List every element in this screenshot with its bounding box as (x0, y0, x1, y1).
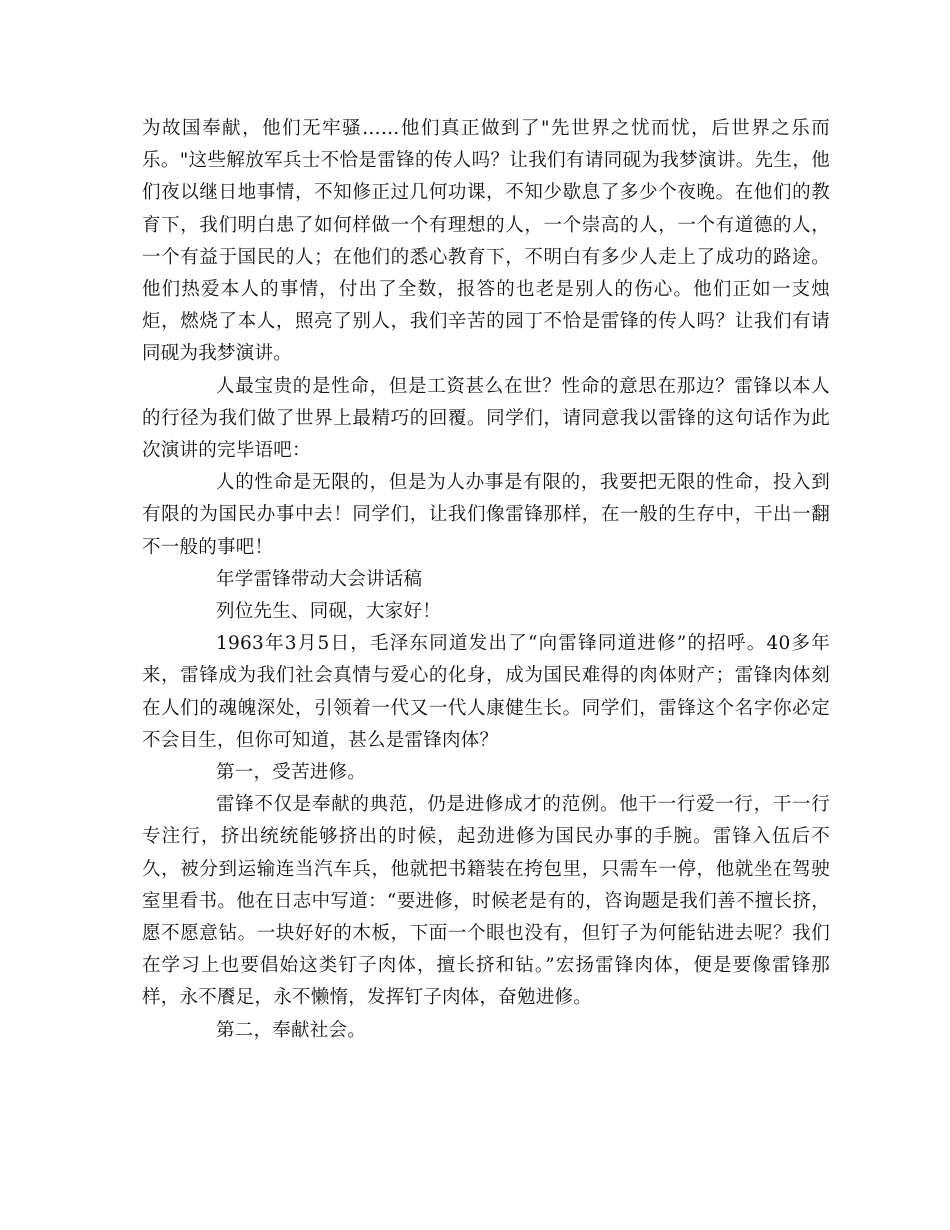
paragraph-closing-quote: 人的性命是无限的，但是为人办事是有限的，我要把无限的性命，投入到有限的为国民办事中去！同学们，让我们像雷锋那样，在一般的生存中，干出一翻不一般的事吧！ (142, 472, 830, 558)
paragraph-continuation: 为故国奉献，他们无牢骚……他们真正做到了"先世界之忧而忧，后世界之乐而乐。"这些解放军兵士不恰是雷锋的传人吗？让我们有请同砚为我梦演讲。先生，他们夜以继日地事情，不知修正过几何功课，不知少歇息了多少个夜晚。在他们的教育下，我们明白患了如何样做一个有理想的人，一个崇高的人，一个有道德的人，一个有益于国民的人；在他们的悉心教育下，不明白有多少人走上了成功的路途。他们热爱本人的事情，付出了全数，报答的也老是别人的伤心。他们正如一支烛炬，燃烧了本人，照亮了别人，我们辛苦的园丁不恰是雷锋的传人吗？让我们有请同砚为我梦演讲。 (142, 118, 830, 365)
paragraph-history: 1963年3月5日，毛泽东同道发出了“向雷锋同道进修”的招呼。40多年来，雷锋成为我们社会真情与爱心的化身，成为国民难得的肉体财产；雷锋肉体刻在人们的魂魄深处，引领着一代又一代人康健生长。同学们，雷锋这个名字你必定不会目生，但你可知道，甚么是雷锋肉体？ (142, 633, 830, 751)
section-heading-second: 第二，奉献社会。 (216, 1019, 367, 1041)
paragraph-value-of-life: 人最宝贵的是性命，但是工资甚么在世？性命的意思在那边？雷锋以本人的行径为我们做了世界上最精巧的回覆。同学们，请同意我以雷锋的这句话作为此次演讲的完毕语吧： (142, 375, 830, 462)
speech-greeting: 列位先生、同砚，大家好！ (216, 601, 442, 623)
document-body (142, 113, 830, 1047)
section-heading-first: 第一，受苦进修。 (216, 762, 367, 784)
speech-title: 年学雷锋带动大会讲话稿 (216, 568, 423, 590)
paragraph-study: 雷锋不仅是奉献的典范，仍是进修成才的范例。他干一行爱一行，干一行专注行，挤出统统能够挤出的时候，起劲进修为国民办事的手腕。雷锋入伍后不久，被分到运输连当汽车兵，他就把书籍装在挎包里，只需车一停，他就坐在驾驶室里看书。他在日志中写道：“要进修，时候老是有的，咨询题是我们善不擅长挤，愿不愿意钻。一块好好的木板，下面一个眼也没有，但钉子为何能钻进去呢？我们在学习上也要倡始这类钉子肉体，擅长挤和钻。”宏扬雷锋肉体，便是要像雷锋那样，永不餍足，永不懒惰，发挥钉子肉体，奋勉进修。 (142, 794, 830, 1009)
